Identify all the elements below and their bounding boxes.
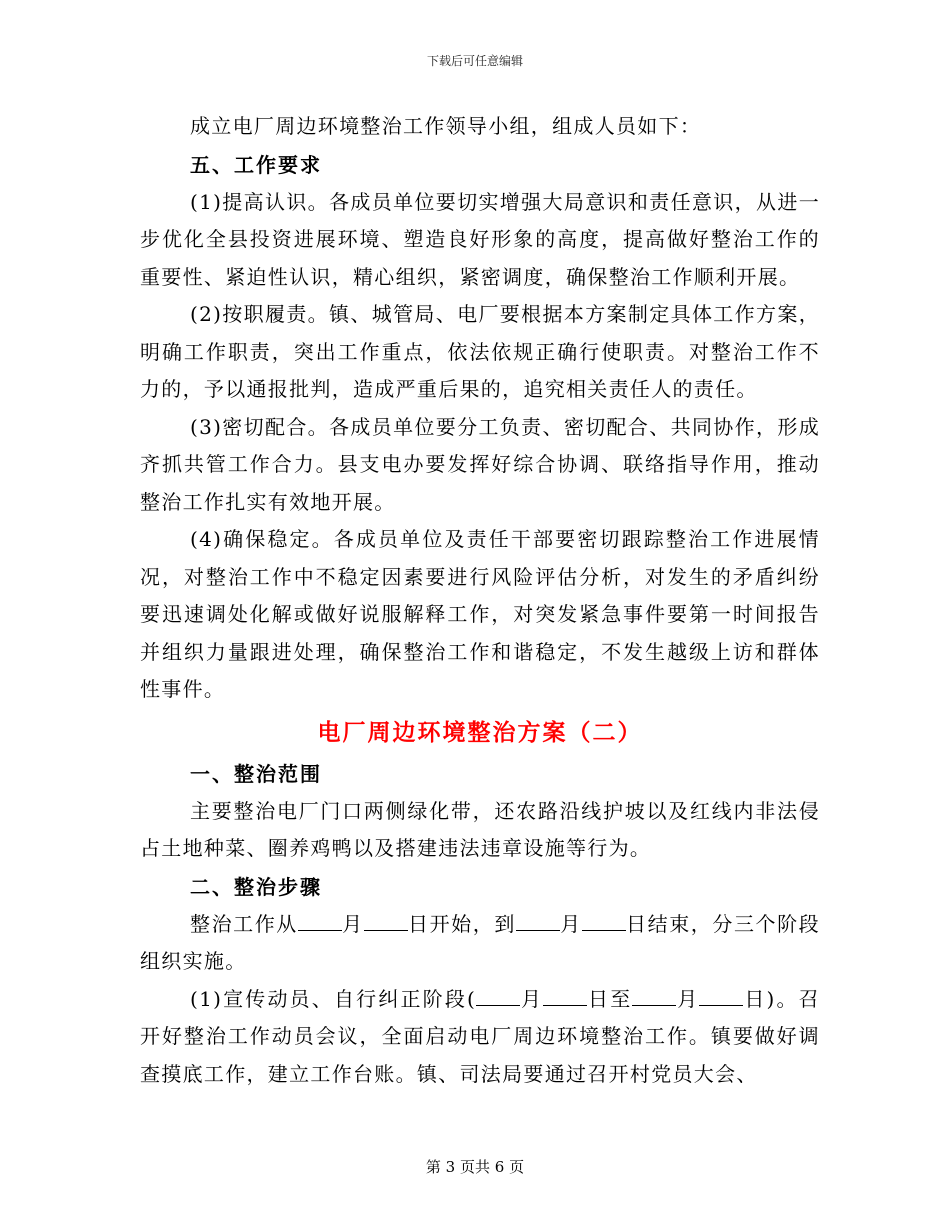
blank-line [632,985,676,1006]
steps-text-part: 整治工作从 [190,911,298,936]
requirement-item-4: (4)确保稳定。各成员单位及责任干部要密切跟踪整治工作进展情况，对整治工作中不稳定因素要进行风险评估分析，对发生的矛盾纠纷要迅速调处化解或做好说服解释工作，对突发紧急事件要第一时间报告并组织力量跟进处理，确保整治工作和谐稳定，不发生越级上访和群体性事件。 [140,527,820,701]
requirement-item-3: (3)密切配合。各成员单位要分工负责、密切配合、共同协作，形成齐抓共管工作合力。县支电办要发挥好综合协调、联络指导作用，推动整治工作扎实有效地开展。 [140,414,820,514]
blank-line [364,910,408,931]
stage-text-part: 日至 [587,986,633,1011]
stage-text-part: 日)。召开好整治工作动员会议，全面启动电厂周边环境整治工作。镇要做好调查摸底工作，建立工作台账。镇、司法局要通过召开村党员大会、 [140,986,820,1086]
requirement-item-1: (1)提高认识。各成员单位要切实增强大局意识和责任意识，从进一步优化全县投资进展环境、塑造良好形象的高度，提高做好整治工作的重要性、紧迫性认识，精心组织，紧密调度，确保整治工作顺利开展。 [140,189,820,289]
steps-text-part: 月 [559,911,582,936]
scope-paragraph: 主要整治电厂门口两侧绿化带，还农路沿线护坡以及红线内非法侵占土地种菜、圈养鸡鸭以及搭建违法违章设施等行为。 [140,798,820,860]
stage-1-paragraph [140,981,820,1094]
blank-line [699,985,743,1006]
blank-line [582,910,626,931]
requirement-item-2: (2)按职履责。镇、城管局、电厂要根据本方案制定具体工作方案，明确工作职责，突出工作重点，依法依规正确行使职责。对整治工作不力的，予以通报批判，造成严重后果的，追究相关责任人的责任。 [140,302,820,401]
plan-two-title: 电厂周边环境整治方案（二） [317,718,643,746]
section-heading-scope: 一、整治范围 [190,761,322,786]
section-heading-work-requirements: 五、工作要求 [190,152,322,177]
stage-text-part: 月 [520,986,544,1011]
steps-text-part: 日开始，到 [407,911,516,936]
page-header: 下载后可任意编辑 [426,54,523,68]
blank-line [298,910,342,931]
page-footer: 第 3 页共 6 页 [425,1158,525,1176]
steps-paragraph [140,906,820,981]
blank-line [516,910,560,931]
section-heading-steps: 二、整治步骤 [190,874,322,899]
steps-text-part: 日结束，分三个阶段组织实施。 [140,911,820,973]
blank-line [543,985,587,1006]
stage-text-part: 月 [676,986,700,1011]
steps-text-part: 月 [341,911,364,936]
stage-text-part: (1)宣传动员、自行纠正阶段( [190,986,477,1011]
leadership-group-intro: 成立电厂周边环境整治工作领导小组，组成人员如下： [190,114,702,138]
document-body [140,108,820,1093]
blank-line [476,985,520,1006]
